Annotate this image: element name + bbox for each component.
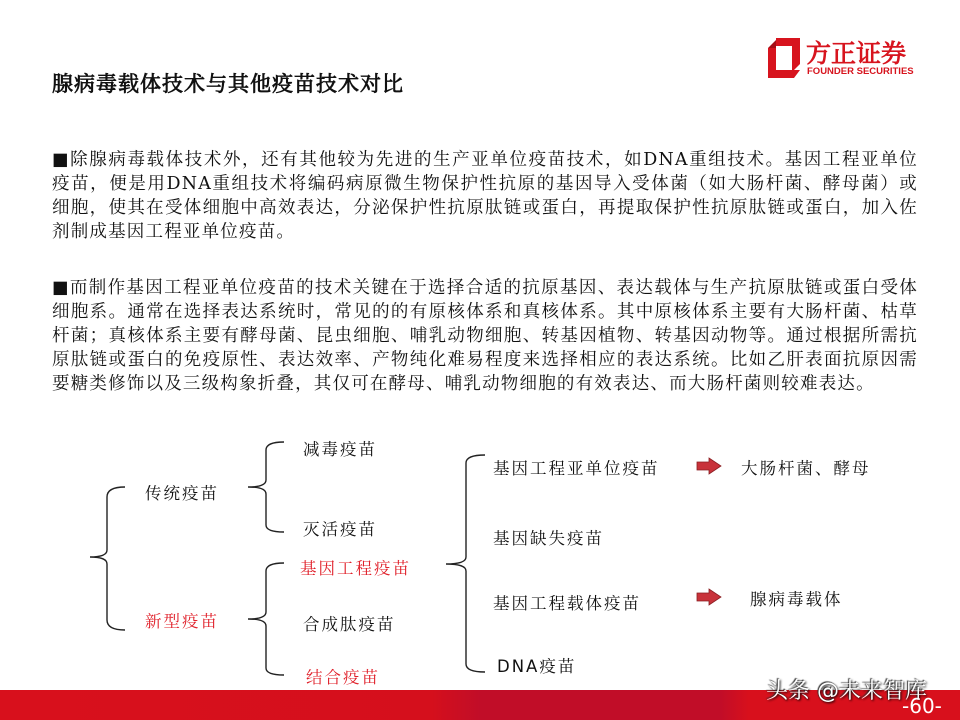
node-attenuated-vaccine: 减毒疫苗 xyxy=(303,440,377,459)
node-subunit-vaccine: 基因工程亚单位疫苗 xyxy=(493,459,660,478)
logo-mark-icon xyxy=(766,38,802,78)
node-conjugate-vaccine: 结合疫苗 xyxy=(306,668,380,687)
brace-genetic xyxy=(446,455,485,672)
page-number: -60- xyxy=(902,694,942,718)
node-hosts-ecoli-yeast: 大肠杆菌、酵母 xyxy=(741,459,871,478)
node-inactivated-vaccine: 灭活疫苗 xyxy=(303,520,377,539)
brace-new xyxy=(248,563,284,675)
paragraph-expression-system: ■而制作基因工程亚单位疫苗的技术关键在于选择合适的抗原基因、表达载体与生产抗原肽链或蛋白受体细胞系。通常在选择表达系统时，常见的的有原核体系和真核体系。其中原核体系主要有大肠杆菌、枯草杆菌；真核体系主要有酵母菌、昆虫细胞、哺乳动物细胞、转基因植物、转基因动物等。通过根据所需抗原肽链或蛋白的免疫原性、表达效率、产物纯化难易程度来选择相应的表达系统。比如乙肝表面抗原因需要糖类修饰以及三级构象折叠，其仅可在酵母、哺乳动物细胞的有效表达、而大肠杆菌则较难表达。 xyxy=(52,278,918,394)
paragraph-subunit-intro: ■除腺病毒载体技术外，还有其他较为先进的生产亚单位疫苗技术，如DNA重组技术。基因工程亚单位疫苗，便是用DNA重组技术将编码病原微生物保护性抗原的基因导入受体菌（如大肠杆菌、酵母菌）或细胞，使其在受体细胞中高效表达，分泌保护性抗原肽链或蛋白，再提取保护性抗原肽链或蛋白，加入佐剂制成基因工程亚单位疫苗。 xyxy=(52,150,918,242)
company-logo xyxy=(766,36,926,80)
logo-name-en: FOUNDER SECURITIES xyxy=(807,66,914,77)
watermark: 头条 @未来智库 xyxy=(766,679,927,704)
node-synthetic-peptide-vaccine: 合成肽疫苗 xyxy=(303,615,396,634)
logo-name-cn: 方正证券 xyxy=(806,39,907,68)
node-gene-deletion-vaccine: 基因缺失疫苗 xyxy=(493,529,604,548)
node-dna-vaccine: DNA疫苗 xyxy=(497,657,577,676)
arrow-right-icon xyxy=(696,588,722,606)
brace-root xyxy=(90,487,125,630)
node-genetic-engineering-vaccine: 基因工程疫苗 xyxy=(300,559,411,578)
node-new-vaccine: 新型疫苗 xyxy=(145,612,219,631)
node-traditional-vaccine: 传统疫苗 xyxy=(145,484,219,503)
page-title: 腺病毒载体技术与其他疫苗技术对比 xyxy=(52,72,404,96)
node-adenovirus-vector: 腺病毒载体 xyxy=(750,590,843,609)
node-vector-vaccine: 基因工程载体疫苗 xyxy=(493,594,641,613)
brace-traditional xyxy=(248,442,284,532)
arrow-right-icon xyxy=(696,457,722,475)
